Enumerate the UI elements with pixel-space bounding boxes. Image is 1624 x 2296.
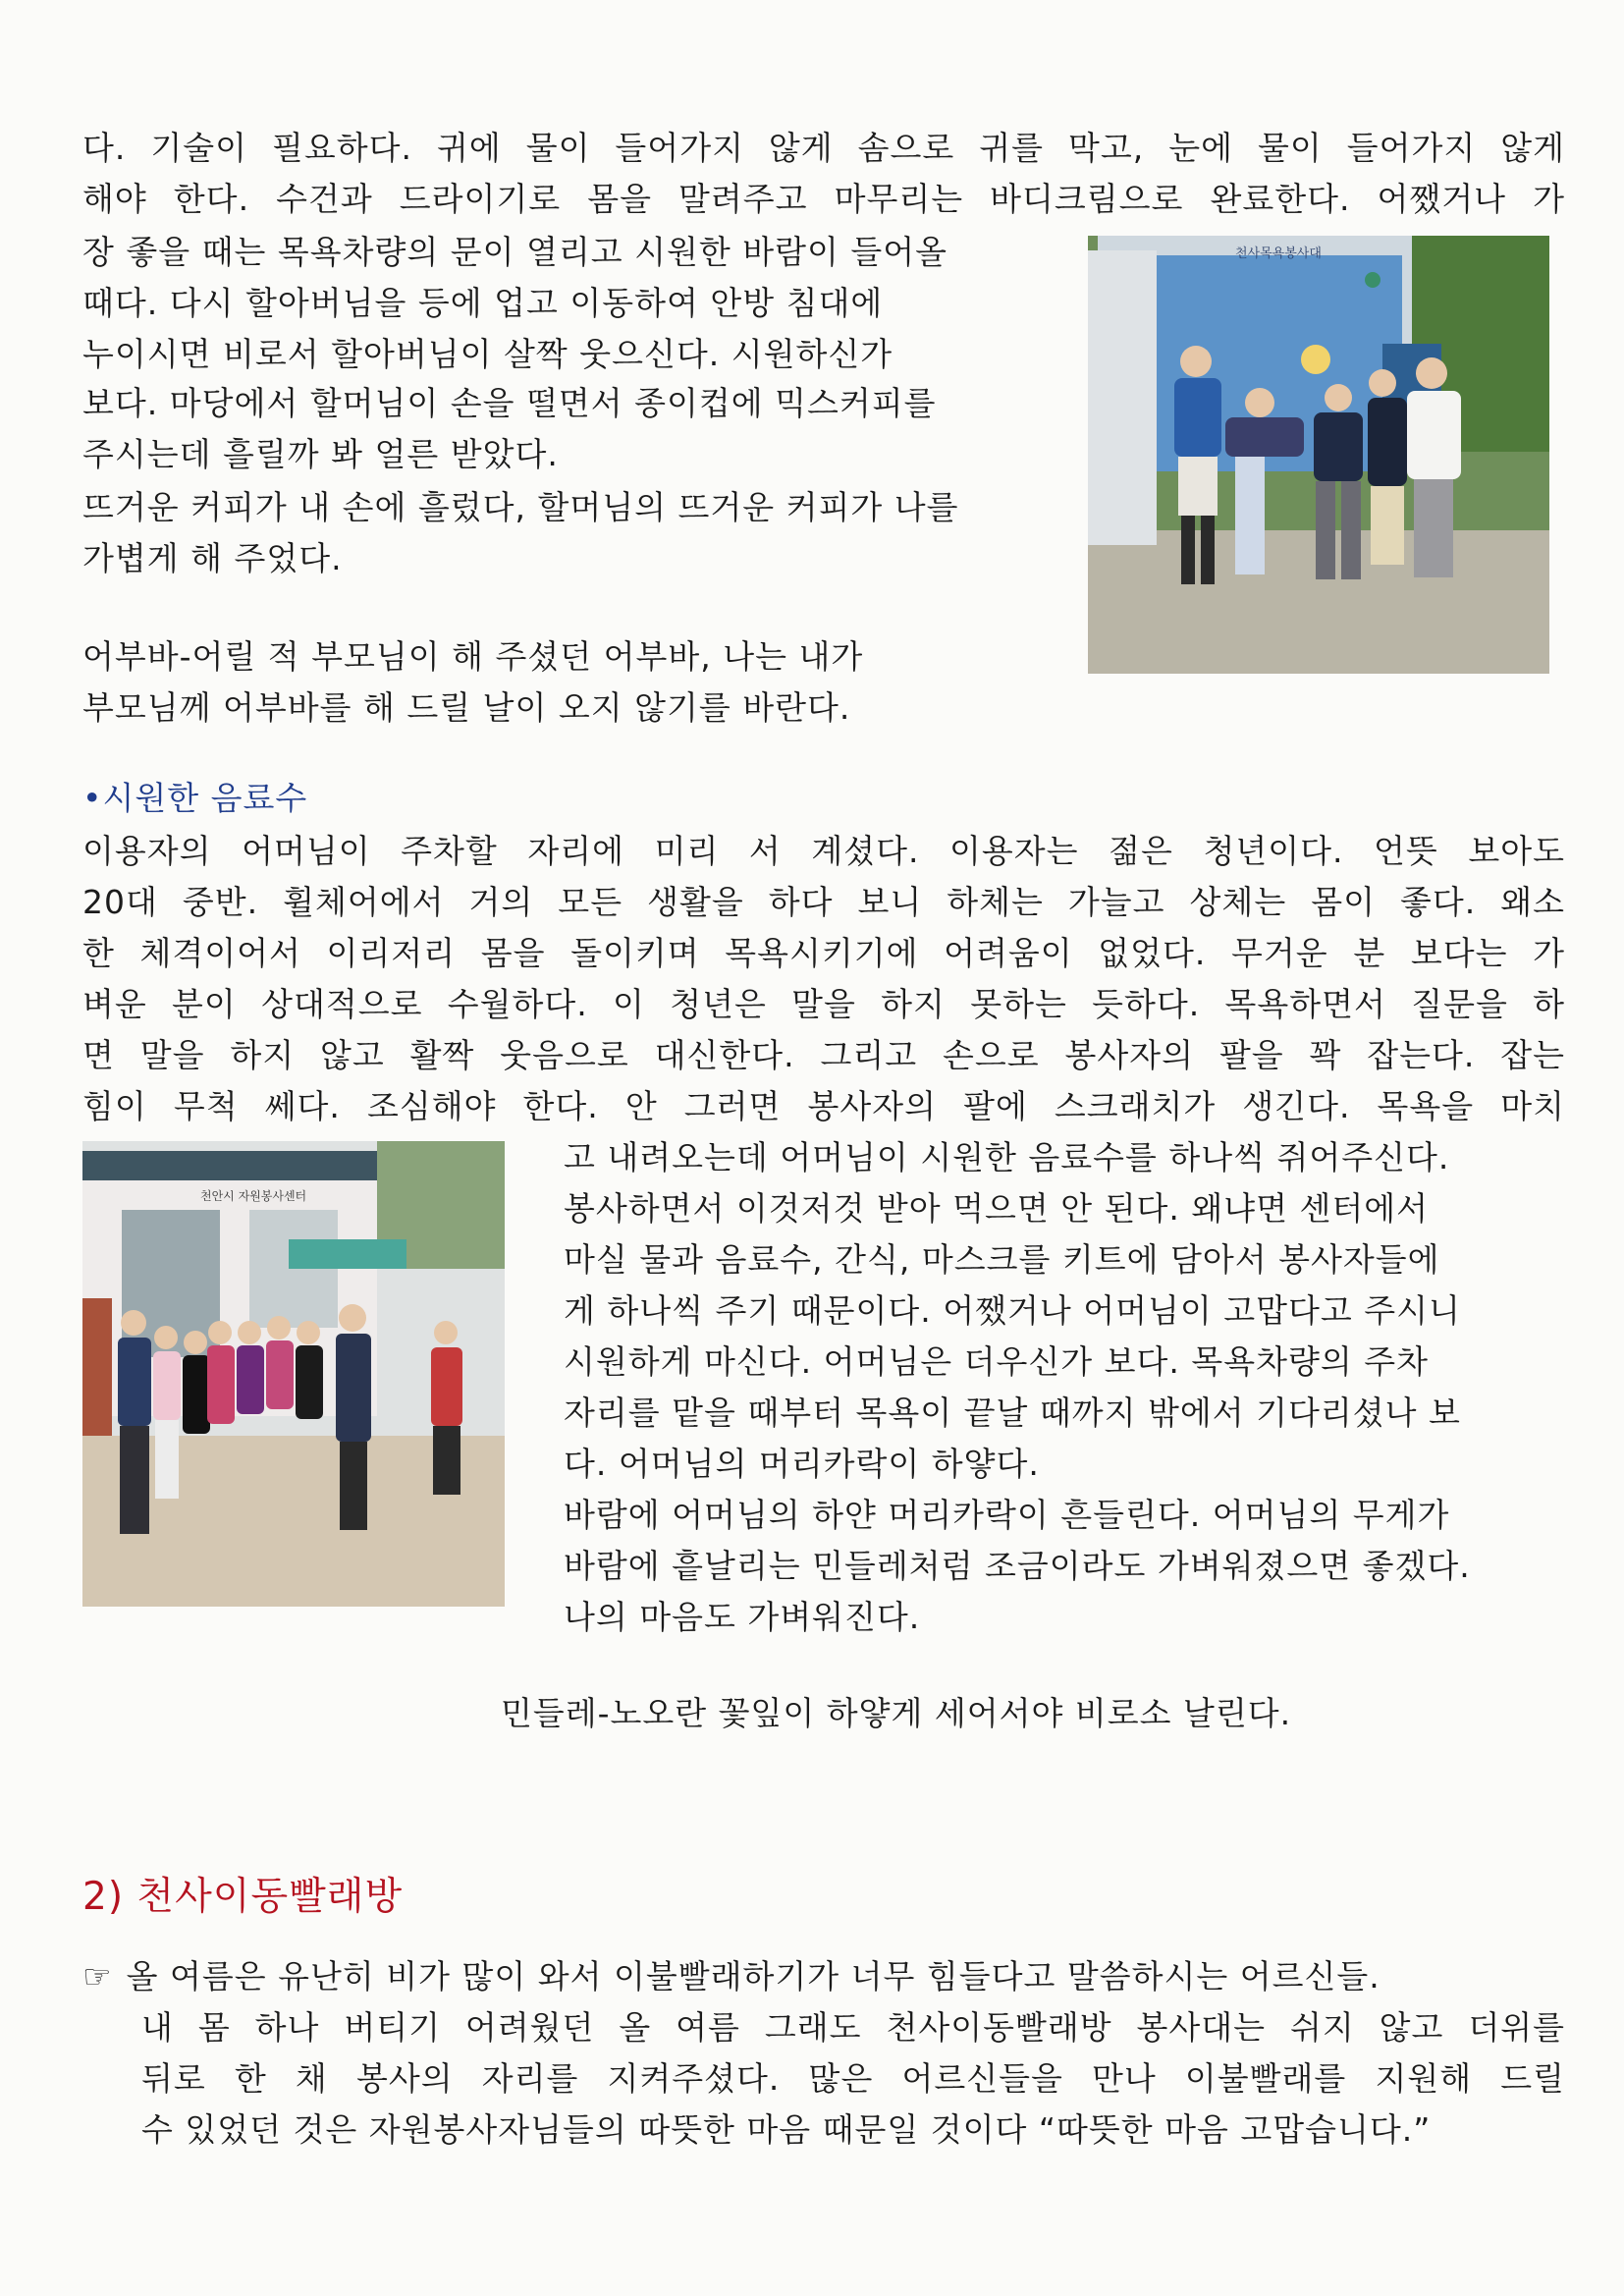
paragraph-line: 20대 중반. 휠체어에서 거의 모든 생활을 하다 보니 하체는 가늘고 상체는 몸이 좋다. 왜소: [82, 883, 1565, 921]
paragraph-line: [82, 1954, 1380, 1998]
paragraph-line: 면 말을 하지 않고 활짝 웃음으로 대신한다. 그리고 손으로 봉사자의 팔을 꽉 잡는다. 잡는: [82, 1036, 1565, 1074]
paragraph-line: 내 몸 하나 버티기 어려웠던 올 여름 그래도 천사이동빨래방 봉사대는 쉬지 않고 더위를: [141, 2008, 1565, 2047]
paragraph-line: 이용자의 어머님이 주차할 자리에 미리 서 계셨다. 이용자는 젊은 청년이다. 언뜻 보아도: [82, 832, 1565, 870]
paragraph-line: 가볍게 해 주었다.: [82, 539, 343, 577]
paragraph-line: 고 내려오는데 어머님이 시원한 음료수를 하나씩 쥐어주신다.: [564, 1138, 1450, 1176]
paragraph-line: 나의 마음도 가벼워진다.: [564, 1598, 921, 1636]
paragraph-line: 봉사하면서 이것저것 받아 먹으면 안 된다. 왜냐면 센터에서: [564, 1189, 1429, 1228]
volunteer-group-photo: [82, 1141, 505, 1607]
paragraph-line: 다. 기술이 필요하다. 귀에 물이 들어가지 않게 솜으로 귀를 막고, 눈에 물이 들어가지 않게: [82, 129, 1565, 167]
closing-line: 민들레-노오란 꽃잎이 하얗게 세어서야 비로소 날린다.: [501, 1694, 1292, 1732]
paragraph-line: 힘이 무척 쎄다. 조심해야 한다. 안 그러면 봉사자의 팔에 스크래치가 생긴다. 목욕을 마치: [82, 1087, 1565, 1125]
paragraph-line: 장 좋을 때는 목욕차량의 문이 열리고 시원한 바람이 들어올: [82, 233, 947, 271]
paragraph-line: 부모님께 어부바를 해 드릴 날이 오지 않기를 바란다.: [82, 688, 851, 727]
paragraph-line: 시원하게 마신다. 어머님은 더우신가 보다. 목욕차량의 주차: [564, 1342, 1429, 1381]
paragraph-line: 게 하나씩 주기 때문이다. 어쨌거나 어머님이 고맙다고 주시니: [564, 1291, 1461, 1330]
volunteers-bath-truck-photo: [1088, 236, 1549, 674]
pointing-hand-icon: ☞: [82, 1957, 113, 1995]
paragraph-line: 바람에 흩날리는 민들레처럼 조금이라도 가벼워졌으면 좋겠다.: [564, 1547, 1471, 1585]
section-title: 2) 천사이동빨래방: [82, 1875, 404, 1919]
paragraph-line: 뜨거운 커피가 내 손에 흘렀다, 할머님의 뜨거운 커피가 나를: [82, 488, 959, 526]
paragraph-line: 때다. 다시 할아버님을 등에 업고 이동하여 안방 침대에: [82, 284, 884, 322]
paragraph-line: 바람에 어머님의 하얀 머리카락이 흔들린다. 어머님의 무게가: [564, 1496, 1450, 1534]
paragraph-line: 자리를 맡을 때부터 목욕이 끝날 때까지 밖에서 기다리셨나 보: [564, 1394, 1461, 1432]
paragraph-line: 주시는데 흘릴까 봐 얼른 받았다.: [82, 435, 559, 473]
paragraph-line: 어부바-어릴 적 부모님이 해 주셨던 어부바, 나는 내가: [82, 637, 864, 676]
paragraph-line: 다. 어머님의 머리카락이 하얗다.: [564, 1445, 1040, 1483]
paragraph-line: 수 있었던 것은 자원봉사자님들의 따뜻한 마음 때문일 것이다 “따뜻한 마음 고맙습니다.”: [141, 2110, 1432, 2149]
building-sign-text: 천안시 자원봉사센터: [200, 1189, 307, 1203]
paragraph-line: 마실 물과 음료수, 간식, 마스크를 키트에 담아서 봉사자들에: [564, 1240, 1440, 1279]
paragraph-line: 벼운 분이 상대적으로 수월하다. 이 청년은 말을 하지 못하는 듯하다. 목욕하면서 질문을 하: [82, 985, 1565, 1023]
paragraph-line: 해야 한다. 수건과 드라이기로 몸을 말려주고 마무리는 바디크림으로 완료한다. 어쨌거나 가: [82, 180, 1565, 218]
section-heading: •시원한 음료수: [82, 779, 308, 817]
paragraph-line: 뒤로 한 채 봉사의 자리를 지켜주셨다. 많은 어르신들을 만나 이불빨래를 지원해 드릴: [141, 2059, 1565, 2098]
paragraph-text: 올 여름은 유난히 비가 많이 와서 이불빨래하기가 너무 힘들다고 말씀하시는 어르신들.: [126, 1957, 1380, 1995]
paragraph-line: 보다. 마당에서 할머님이 손을 떨면서 종이컵에 믹스커피를: [82, 384, 937, 422]
paragraph-line: 한 체격이어서 이리저리 몸을 돌이키며 목욕시키기에 어려움이 없었다. 무거운 분 보다는 가: [82, 934, 1565, 972]
paragraph-line: 누이시면 비로서 할아버님이 살짝 웃으신다. 시원하신가: [82, 335, 893, 373]
truck-sign-text: 천사목욕봉사대: [1235, 246, 1322, 261]
